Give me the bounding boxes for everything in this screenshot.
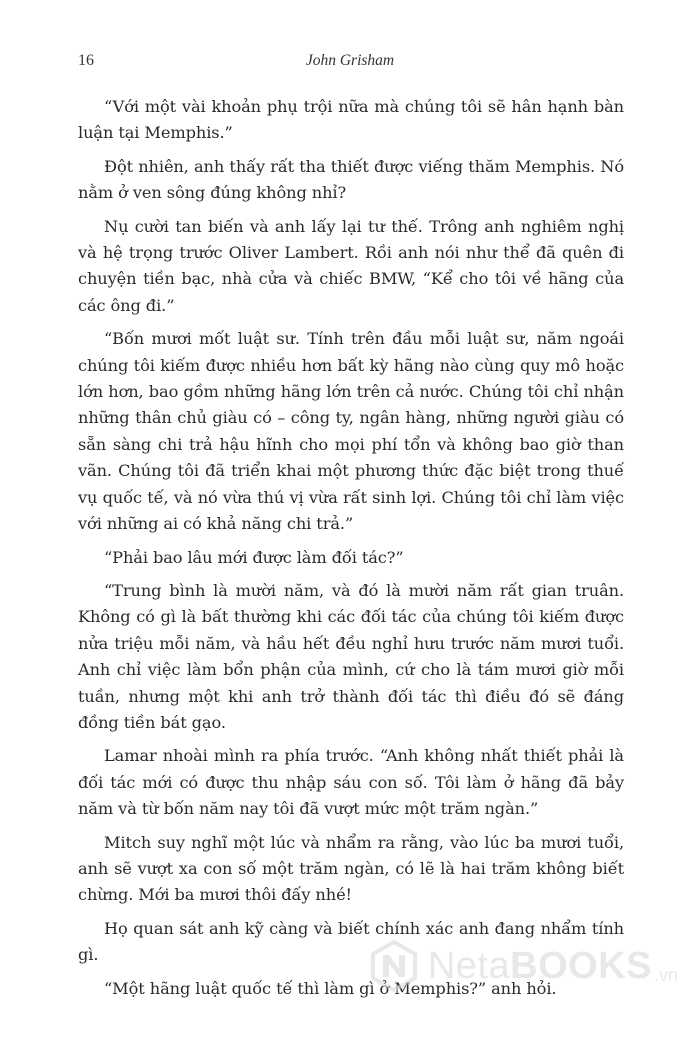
- watermark-brand: [428, 945, 652, 988]
- paragraph: Họ quan sát anh kỹ càng và biết chính xác anh đang nhẩm tính gì.: [78, 918, 624, 965]
- body-text: [78, 94, 624, 1009]
- watermark-brand-bold: BOOKS: [510, 944, 652, 987]
- netabooks-logo-icon: [366, 938, 422, 994]
- paragraph: Mitch suy nghĩ một lúc và nhẩm ra rằng, vào lúc ba mươi tuổi, anh sẽ vượt xa con số một trăm ngàn, có lẽ là hai trăm không biết chừng. Mới ba mươi thôi đấy nhé!: [78, 832, 624, 905]
- paragraph: “Bốn mươi mốt luật sư. Tính trên đầu mỗi luật sư, năm ngoái chúng tôi kiếm được nhiều hơn bất kỳ hãng nào cùng quy mô hoặc lớn hơn, bao gồm những hãng lớn trên cả nước. Chúng tôi chỉ nhận những thân chủ giàu có – công ty, ngân hàng, những người giàu có sẵn sàng chi trả hậu hĩnh cho mọi phí tổn và không bao giờ than vãn. Chúng tôi đã triển khai một phương thức đặc biệt trong thuế vụ quốc tế, và nó vừa thú vị vừa rất sinh lợi. Chúng tôi chỉ làm việc với những ai có khả năng chi trả.”: [78, 329, 624, 534]
- paragraph: “Với một vài khoản phụ trội nữa mà chúng tôi sẽ hân hạnh bàn luận tại Memphis.”: [78, 97, 624, 143]
- page-number: 16: [78, 52, 94, 69]
- paragraph: Nụ cười tan biến và anh lấy lại tư thế. Trông anh nghiêm nghị và hệ trọng trước Oliver Lambert. Rồi anh nói như thể đã quên đi chuyện tiền bạc, nhà cửa và chiếc BMW, “Kể cho tôi về hãng của các ông đi.”: [78, 216, 624, 315]
- paragraph: “Phải bao lâu mới được làm đối tác?”: [104, 547, 404, 567]
- paragraph: “Một hãng luật quốc tế thì làm gì ở Memphis?” anh hỏi.: [104, 978, 557, 998]
- page-header: [78, 52, 622, 76]
- paragraph: Lamar nhoài mình ra phía trước. “Anh không nhất thiết phải là đối tác mới có được thu nhập sáu con số. Tôi làm ở hãng đã bảy năm và từ bốn năm nay tôi đã vượt mức một trăm ngàn.”: [78, 746, 624, 819]
- paragraph: “Trung bình là mười năm, và đó là mười năm rất gian truân. Không có gì là bất thường khi các đối tác của chúng tôi kiếm được nửa triệu mỗi năm, và hầu hết đều nghỉ hưu trước năm mươi tuổi. Anh chỉ việc làm bổn phận của mình, cứ cho là tám mươi giờ mỗi tuần, nhưng một khi anh trở thành đối tác thì điều đó sẽ đáng đồng tiền bát gạo.: [78, 580, 624, 732]
- watermark: [366, 938, 678, 994]
- paragraph: Đột nhiên, anh thấy rất tha thiết được viếng thăm Memphis. Nó nằm ở ven sông đúng không nhỉ?: [78, 156, 624, 203]
- running-head-author: John Grisham: [305, 52, 395, 69]
- watermark-domain: .vn: [653, 965, 678, 985]
- watermark-brand-light: Neta: [427, 944, 511, 987]
